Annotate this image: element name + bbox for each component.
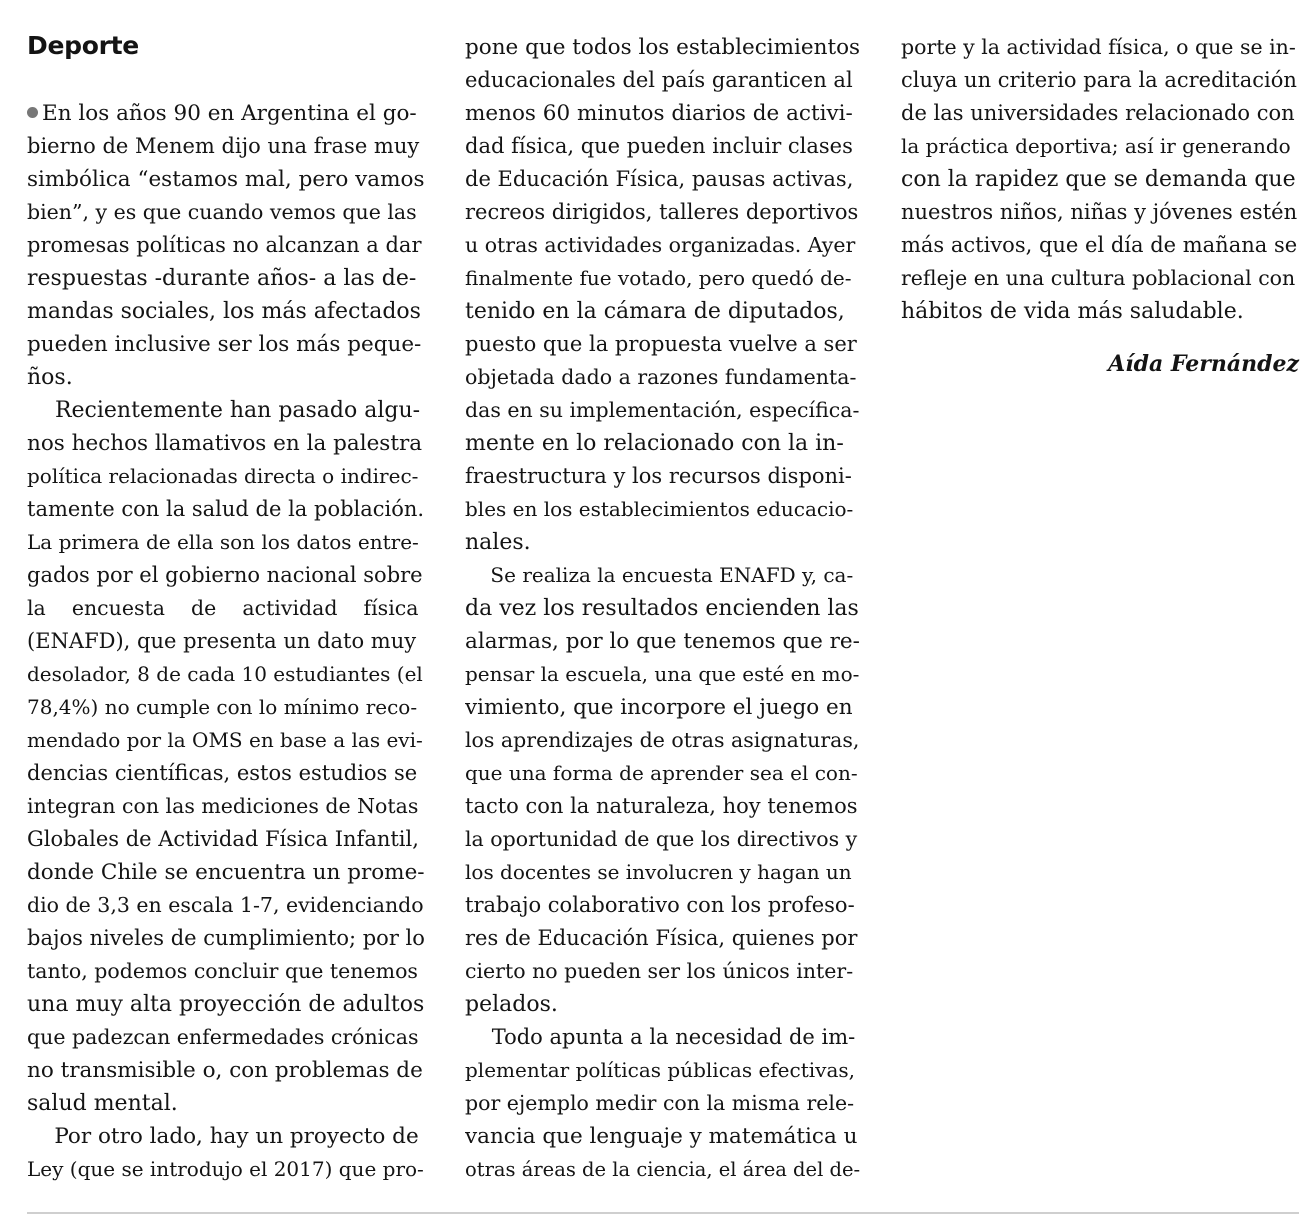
text-line-content: fraestructura y los recursos disponi-: [465, 464, 852, 488]
text-line: [465, 460, 860, 493]
text-line-content: puesto que la propuesta vuelve a ser: [465, 332, 857, 356]
text-line: [465, 559, 860, 592]
text-line-content: pensar la escuela, una que esté en mo-: [465, 662, 860, 686]
text-line-content: 78,4%) no cumple con lo mínimo reco-: [27, 695, 418, 719]
text-line: [27, 460, 425, 493]
text-line-content: otras áreas de la ciencia, el área del de-: [465, 1158, 861, 1181]
author-byline: Aída Fernández: [1108, 351, 1299, 377]
text-line-content: bles en los establecimientos educacio-: [465, 497, 854, 521]
text-line-content: menos 60 minutos diarios de activi-: [465, 101, 853, 126]
text-line-content: da vez los resultados encienden las: [465, 596, 859, 621]
text-line-content: mandas sociales, los más afectados: [27, 299, 421, 324]
text-line-content: pueden inclusive ser los más peque-: [27, 332, 422, 357]
text-line-content: dio de 3,3 en escala 1-7, evidenciando: [27, 893, 424, 917]
text-line: [465, 163, 860, 196]
text-line-content: los aprendizajes de otras asignaturas,: [465, 728, 860, 752]
text-line-content: tacto con la naturaleza, hoy tenemos: [465, 794, 858, 818]
text-line: [27, 427, 425, 460]
text-line: [465, 1087, 860, 1120]
text-line: [27, 1054, 425, 1087]
text-line: [27, 856, 425, 889]
text-line: [27, 262, 425, 295]
text-line-content: alarmas, por lo que tenemos que re-: [465, 629, 860, 654]
text-line: [27, 592, 425, 625]
text-line: [27, 1021, 425, 1054]
text-line: [27, 328, 425, 361]
text-line: [465, 1021, 860, 1054]
text-line: [27, 163, 425, 196]
text-line: [465, 1054, 860, 1087]
text-line-content: gados por el gobierno nacional sobre: [27, 563, 423, 587]
text-line-content: tenido en la cámara de diputados,: [465, 299, 845, 324]
text-line: [27, 229, 425, 262]
text-line-content: integran con las mediciones de Notas: [27, 794, 419, 818]
text-line-content: Todo apunta a la necesidad de im-: [465, 1025, 856, 1049]
text-line: [901, 64, 1299, 97]
text-line-content: dad física, que pueden incluir clases: [465, 134, 853, 158]
text-line-content: vancia que lenguaje y matemática u: [465, 1124, 858, 1149]
text-line: [27, 97, 425, 130]
text-line-content: la oportunidad de que los directivos y: [465, 827, 858, 851]
column-2-lines: [465, 31, 860, 1186]
section-title: Deporte: [27, 31, 139, 60]
text-line: [27, 361, 425, 394]
text-line: [465, 1153, 860, 1186]
text-line-content: no transmisible o, con problemas de: [27, 1058, 423, 1083]
text-line: [465, 262, 860, 295]
column-1-lines: [27, 97, 425, 1186]
text-line-content: nos hechos llamativos en la palestra: [27, 431, 423, 456]
text-line-content: cluya un criterio para la acreditación: [901, 68, 1297, 92]
text-line-content: Globales de Actividad Física Infantil,: [27, 827, 419, 851]
text-line-content: objetada dado a razones fundamenta-: [465, 365, 857, 389]
text-line: [465, 97, 860, 130]
text-line-content: refleje en una cultura poblacional con: [901, 266, 1296, 290]
text-line: [465, 889, 860, 922]
text-line-content: nuestros niños, niñas y jóvenes estén: [901, 200, 1298, 224]
text-line-content: bajos niveles de cumplimiento; por lo: [27, 926, 425, 950]
text-line: [27, 196, 425, 229]
text-line-content: pone que todos los establecimientos: [465, 35, 861, 60]
text-line: [27, 757, 425, 790]
text-line: [27, 1153, 425, 1186]
text-line: [27, 394, 425, 427]
text-line-content: vimiento, que incorpore el juego en: [465, 695, 853, 720]
text-line-content: plementar políticas públicas efectivas,: [465, 1058, 855, 1082]
text-line-content: de las universidades relacionado con: [901, 101, 1295, 125]
column-1: [27, 31, 425, 1186]
text-line-content: más activos, que el día de mañana se: [901, 233, 1298, 257]
text-line: [27, 691, 425, 724]
text-line: [465, 361, 860, 394]
text-line: [465, 328, 860, 361]
text-line: [27, 922, 425, 955]
text-line-content: (ENAFD), que presenta un dato muy: [27, 629, 417, 653]
text-line: [27, 955, 425, 988]
text-line-content: En los años 90 en Argentina el go-: [42, 101, 417, 126]
text-line: [465, 526, 860, 559]
text-line: [465, 394, 860, 427]
text-line: [901, 229, 1299, 262]
text-line: [27, 493, 425, 526]
text-line-content: bierno de Menem dijo una frase muy: [27, 134, 420, 158]
text-line: [901, 163, 1299, 196]
text-line-content: simbólica “estamos mal, pero vamos: [27, 167, 425, 192]
text-line-content: los docentes se involucren y hagan un: [465, 860, 852, 884]
text-line: [465, 427, 860, 460]
text-line: [27, 1087, 425, 1120]
text-line-content: la encuesta de actividad física: [27, 596, 419, 620]
text-line: [27, 1120, 425, 1153]
text-line-content: cierto no pueden ser los únicos inter-: [465, 959, 854, 983]
text-line: [465, 493, 860, 526]
text-line-content: salud mental.: [27, 1091, 178, 1116]
text-line-content: Ley (que se introdujo el 2017) que pro-: [27, 1157, 424, 1181]
title-spacer: [27, 64, 425, 97]
text-line: [465, 295, 860, 328]
text-line: [27, 988, 425, 1021]
text-line: [465, 856, 860, 889]
text-line: [27, 658, 425, 691]
text-line-content: de Educación Física, pausas activas,: [465, 167, 854, 191]
text-line: [27, 889, 425, 922]
text-line-content: que padezcan enfermedades crónicas: [27, 1025, 419, 1049]
text-line: [465, 592, 860, 625]
text-line: [901, 262, 1299, 295]
text-line-content: porte y la actividad física, o que se in-: [901, 35, 1296, 59]
text-line-content: desolador, 8 de cada 10 estudiantes (el: [27, 662, 423, 686]
text-line-content: hábitos de vida más saludable.: [901, 299, 1244, 324]
text-line-content: pelados.: [465, 992, 558, 1017]
text-line-content: donde Chile se encuentra un prome-: [27, 860, 425, 885]
text-line-content: ños.: [27, 365, 73, 390]
text-line: [465, 691, 860, 724]
column-2: [465, 31, 860, 1186]
text-line-content: mente en lo relacionado con la in-: [465, 431, 844, 456]
bottom-rule: [27, 1212, 1299, 1214]
text-line: [27, 295, 425, 328]
text-line-content: finalmente fue votado, pero quedó de-: [465, 266, 852, 290]
text-line: [901, 31, 1299, 64]
text-line-content: promesas políticas no alcanzan a dar: [27, 233, 422, 257]
text-line-content: política relacionadas directa o indirec-: [27, 464, 419, 488]
text-line-content: res de Educación Física, quienes por: [465, 926, 858, 950]
text-line: [901, 97, 1299, 130]
text-line: [901, 196, 1299, 229]
text-line: [465, 130, 860, 163]
text-line-content: mendado por la OMS en base a las evi-: [27, 728, 423, 752]
bullet-icon: [27, 107, 38, 118]
text-line-content: Se realiza la encuesta ENAFD y, ca-: [465, 563, 854, 587]
text-line: [27, 559, 425, 592]
text-line: [27, 526, 425, 559]
text-line: [465, 64, 860, 97]
text-line: [465, 955, 860, 988]
text-line: [465, 31, 860, 64]
text-line: [465, 922, 860, 955]
text-line-content: con la rapidez que se demanda que: [901, 167, 1296, 192]
text-line: [465, 658, 860, 691]
column-3: [901, 31, 1299, 381]
text-line: [27, 625, 425, 658]
text-line: [465, 988, 860, 1021]
text-line: [465, 823, 860, 856]
text-line-content: Por otro lado, hay un proyecto de: [27, 1124, 419, 1149]
text-line: [465, 724, 860, 757]
text-line: [465, 196, 860, 229]
text-line-content: tanto, podemos concluir que tenemos: [27, 959, 418, 983]
text-line: [901, 130, 1299, 163]
text-line-content: por ejemplo medir con la misma rele-: [465, 1091, 855, 1115]
text-line-content: que una forma de aprender sea el con-: [465, 761, 858, 785]
text-line: [901, 295, 1299, 328]
text-line-content: una muy alta proyección de adultos: [27, 992, 425, 1017]
text-line-content: recreos dirigidos, talleres deportivos: [465, 200, 859, 224]
text-line: [465, 757, 860, 790]
text-line-content: educacionales del país garanticen al: [465, 68, 853, 92]
text-line: [27, 823, 425, 856]
text-line-content: bien”, y es que cuando vemos que las: [27, 200, 417, 224]
text-line-content: tamente con la salud de la población.: [27, 497, 425, 521]
text-line: [27, 790, 425, 823]
text-line: [465, 1120, 860, 1153]
column-3-lines: [901, 31, 1299, 328]
text-line-content: u otras actividades organizadas. Ayer: [465, 233, 856, 257]
text-line-content: Recientemente han pasado algu-: [27, 398, 421, 423]
text-line-content: respuestas -durante años- a las de-: [27, 266, 417, 291]
text-line-content: das en su implementación, específica-: [465, 398, 860, 422]
text-line-content: la práctica deportiva; así ir generando: [901, 134, 1291, 158]
text-line: [465, 229, 860, 262]
text-line-content: nales.: [465, 530, 531, 555]
text-line-content: trabajo colaborativo con los profeso-: [465, 893, 855, 917]
text-line-content: dencias científicas, estos estudios se: [27, 761, 418, 785]
text-line: [465, 625, 860, 658]
text-line-content: La primera de ella son los datos entre-: [27, 530, 419, 554]
text-line: [27, 130, 425, 163]
text-line: [465, 790, 860, 823]
text-line: [27, 724, 425, 757]
